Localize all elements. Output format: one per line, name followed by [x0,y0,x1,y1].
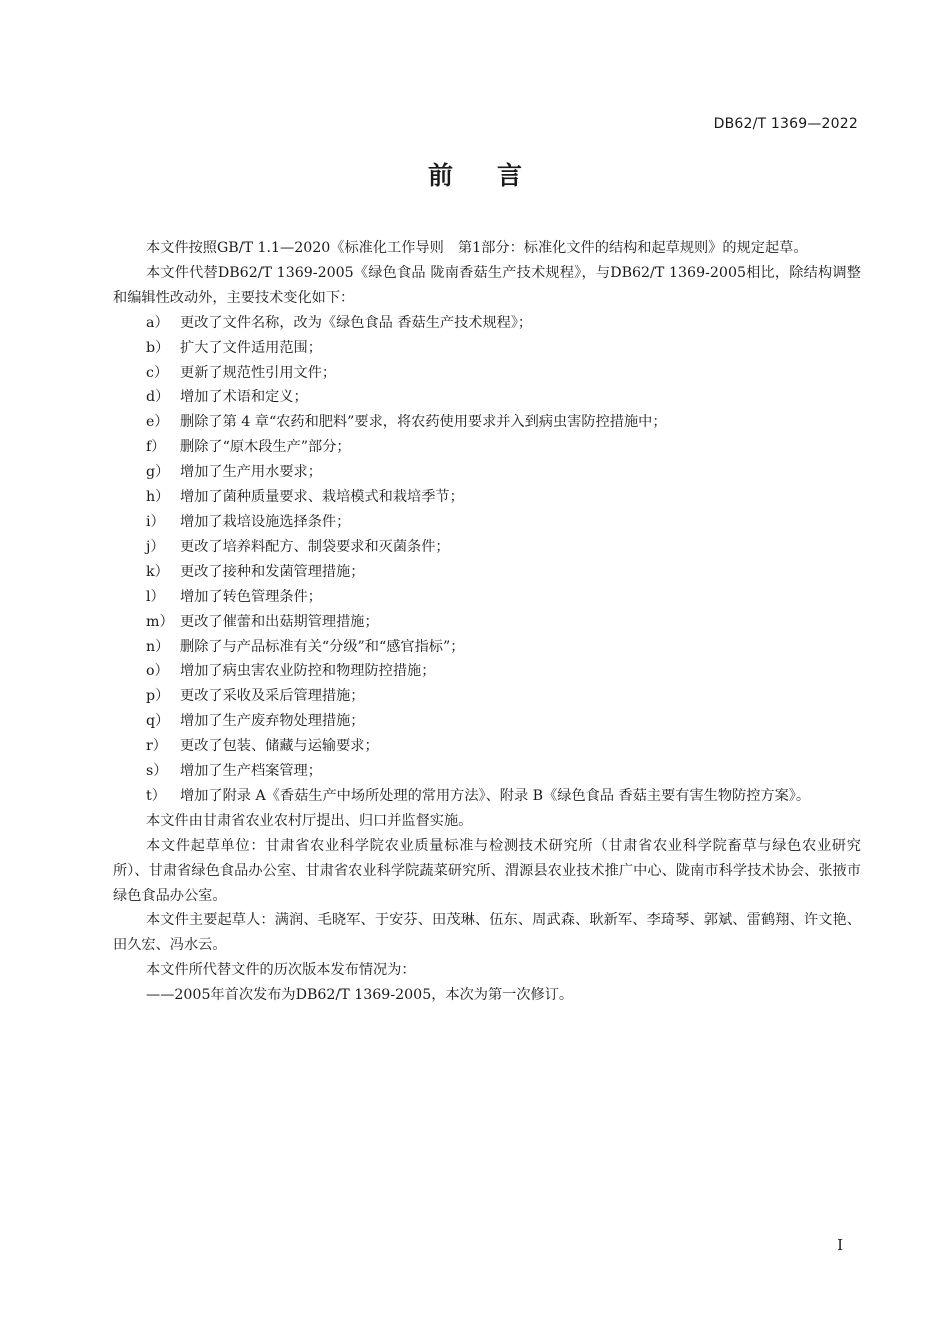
list-marker: b） [146,339,170,356]
list-marker: q） [146,713,170,730]
list-marker: o） [146,663,169,680]
list-item [113,709,861,734]
list-text: 增加了菌种质量要求、栽培模式和栽培季节； [180,489,464,506]
list-text: 增加了病虫害农业防控和物理防控措施； [180,663,436,680]
list-text: 增加了生产档案管理； [180,763,322,780]
closing-paragraph: 本文件起草单位：甘肃省农业科学院农业质量标准与检测技术研究所（甘肃省农业科学院畜草与绿色农业研究所）、甘肃省绿色食品办公室、甘肃省农业科学院蔬菜研究所、渭源县农业技术推广中心、陇南市科学技术协会、张掖市绿色食品办公室。 [113,837,861,904]
list-text: 更改了文件名称，改为《绿色食品 香菇生产技术规程》； [180,314,533,331]
changes-list [113,311,861,809]
list-text: 更改了包装、储藏与运输要求； [180,738,379,755]
list-item [113,510,861,535]
document-number: DB62/T 1369—2022 [713,116,858,132]
closing-paragraph: 本文件所代替文件的历次版本发布情况为： [146,962,416,979]
intro-paragraph: 本文件代替DB62/T 1369-2005《绿色食品 陇南香菇生产技术规程》，与DB62/T 1369-2005相比，除结构调整和编辑性改动外，主要技术变化如下： [113,264,861,306]
list-item [113,784,861,809]
list-item [113,734,861,759]
closing-paragraph: 本文件由甘肃省农业农村厅提出、归口并监督实施。 [146,812,473,829]
closing-paragraph: ——2005年首次发布为DB62/T 1369-2005，本次为第一次修订。 [146,987,574,1004]
list-text: 删除了“原木段生产”部分； [180,439,351,456]
list-text: 扩大了文件适用范围； [180,339,322,356]
list-marker: d） [146,389,170,406]
list-item [113,610,861,635]
list-marker: a） [146,314,169,331]
list-marker: n） [146,638,170,655]
list-item [113,560,861,585]
list-text: 增加了术语和定义； [180,389,308,406]
list-marker: h） [146,489,170,506]
document-body [113,236,861,1008]
list-item [113,659,861,684]
list-marker: p） [146,688,170,705]
closing-paragraph: 本文件主要起草人：满润、毛晓军、于安芬、田茂琳、伍东、周武森、耿新军、李琦琴、郭斌、雷鹤翔、许文艳、田久宏、冯水云。 [113,912,861,954]
list-marker: i） [146,513,165,530]
page-title: 前言 [427,161,566,190]
list-marker: m） [146,613,174,630]
list-marker: g） [146,464,170,481]
list-item [113,410,861,435]
list-item [113,361,861,386]
list-item [113,585,861,610]
list-item [113,435,861,460]
list-item [113,635,861,660]
list-item [113,460,861,485]
list-item [113,385,861,410]
list-marker: k） [146,563,169,580]
list-marker: l） [146,588,165,605]
list-text: 更改了接种和发菌管理措施； [180,563,365,580]
list-text: 增加了栽培设施选择条件； [180,513,351,530]
list-marker: c） [146,364,169,381]
list-text: 更改了培养料配方、制袋要求和灭菌条件； [180,538,450,555]
list-item [113,485,861,510]
list-item [113,336,861,361]
list-marker: f） [146,439,166,456]
list-item [113,311,861,336]
list-text: 删除了第 4 章“农药和肥料”要求，将农药使用要求并入到病虫害防控措施中； [180,414,667,431]
list-marker: s） [146,763,168,780]
list-item [113,684,861,709]
list-text: 增加了转色管理条件； [180,588,322,605]
list-text: 更改了催蕾和出菇期管理措施； [180,613,379,630]
list-text: 增加了附录 A《香菇生产中场所处理的常用方法》、附录 B《绿色食品 香菇主要有害生物防控方案》。 [180,787,811,804]
page-number: I [837,1236,843,1254]
list-text: 更改了采收及采后管理措施； [180,688,365,705]
list-marker: e） [146,414,169,431]
list-item [113,535,861,560]
list-marker: j） [146,538,165,555]
list-text: 更新了规范性引用文件； [180,364,337,381]
list-marker: t） [146,787,166,804]
list-text: 删除了与产品标准有关“分级”和“感官指标”； [180,638,465,655]
list-text: 增加了生产用水要求； [180,464,322,481]
list-item [113,759,861,784]
list-marker: r） [146,738,167,755]
list-text: 增加了生产废弃物处理措施； [180,713,365,730]
intro-paragraph: 本文件按照GB/T 1.1—2020《标准化工作导则 第1部分：标准化文件的结构和起草规则》的规定起草。 [146,240,808,256]
